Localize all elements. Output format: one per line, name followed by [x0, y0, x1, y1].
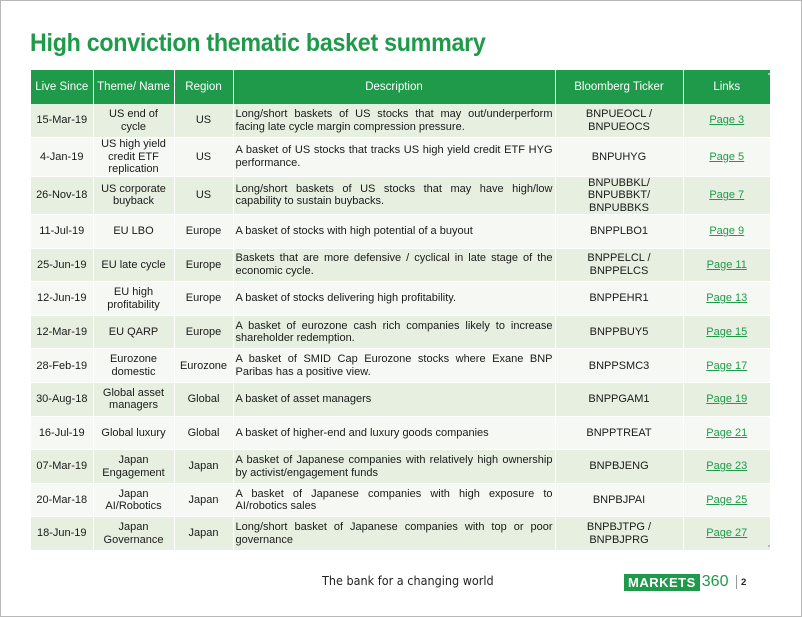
- page-link[interactable]: Page 15: [706, 325, 748, 338]
- page-link[interactable]: Page 13: [706, 292, 748, 305]
- decor-dot: [768, 73, 770, 75]
- cell-region: Eurozone: [174, 349, 233, 383]
- page-link[interactable]: Page 3: [709, 114, 745, 127]
- cell-theme: Japan Governance: [93, 517, 174, 551]
- table-row: [31, 450, 770, 484]
- cell-live-since: 4-Jan-19: [31, 138, 93, 177]
- cell-link: [683, 138, 770, 177]
- page-link[interactable]: Page 11: [706, 258, 747, 271]
- cell-description: A basket of higher-end and luxury goods companies: [233, 416, 555, 450]
- cell-ticker: BNPPELCL / BNPPELCS: [555, 248, 683, 282]
- table-row: [31, 315, 770, 349]
- cell-live-since: 12-Mar-19: [31, 315, 93, 349]
- cell-theme: Global asset managers: [93, 383, 174, 417]
- table-row: [31, 248, 770, 282]
- cell-ticker: BNPBJENG: [555, 450, 683, 484]
- column-header-region: Region: [174, 70, 233, 104]
- cell-region: Europe: [174, 315, 233, 349]
- page-link[interactable]: Page 7: [709, 189, 745, 202]
- cell-live-since: 07-Mar-19: [31, 450, 93, 484]
- page-link[interactable]: Page 9: [709, 225, 745, 238]
- page-link[interactable]: Page 27: [706, 527, 748, 540]
- cell-description: A basket of Japanese companies with relatively high ownership by activist/engagement funds: [233, 450, 555, 484]
- cell-region: Europe: [174, 215, 233, 249]
- cell-link: [683, 416, 770, 450]
- cell-region: Europe: [174, 282, 233, 316]
- table-row: [31, 138, 770, 177]
- cell-link: [683, 349, 770, 383]
- cell-theme: EU QARP: [93, 315, 174, 349]
- table-row: [31, 383, 770, 417]
- page-link[interactable]: Page 5: [709, 150, 745, 163]
- cell-region: Japan: [174, 450, 233, 484]
- cell-ticker: BNPUHYG: [555, 138, 683, 177]
- cell-link: [683, 483, 770, 517]
- page-link[interactable]: Page 21: [706, 426, 748, 439]
- cell-ticker: BNPBJTPG / BNPBJPRG: [555, 517, 683, 551]
- cell-live-since: 26-Nov-18: [31, 176, 93, 215]
- cell-ticker: BNPUBBKL/ BNPUBBKT/ BNPUBBKS: [555, 176, 683, 215]
- page-link[interactable]: Page 25: [706, 493, 748, 506]
- logo-word: MARKETS: [624, 574, 700, 591]
- cell-region: Global: [174, 383, 233, 417]
- cell-region: Global: [174, 416, 233, 450]
- cell-live-since: 16-Jul-19: [31, 416, 93, 450]
- cell-description: A basket of stocks delivering high profitability.: [233, 282, 555, 316]
- cell-link: [683, 315, 770, 349]
- page-title: High conviction thematic basket summary: [30, 29, 486, 57]
- cell-description: Long/short baskets of US stocks that may out/underperform facing late cycle margin compression pressure.: [233, 104, 555, 138]
- cell-theme: EU late cycle: [93, 248, 174, 282]
- cell-link: [683, 282, 770, 316]
- column-header-links: Links: [683, 70, 770, 104]
- cell-region: US: [174, 138, 233, 177]
- cell-theme: US end of cycle: [93, 104, 174, 138]
- basket-summary-table-wrap: [31, 70, 770, 551]
- cell-description: Long/short baskets of US stocks that may have high/low capability to sustain buybacks.: [233, 176, 555, 215]
- cell-link: [683, 176, 770, 215]
- logo-number: 360: [701, 573, 729, 590]
- cell-description: A basket of US stocks that tracks US high yield credit ETF HYG performance.: [233, 138, 555, 177]
- cell-theme: Japan Engagement: [93, 450, 174, 484]
- table-row: [31, 483, 770, 517]
- cell-description: Long/short basket of Japanese companies with top or poor governance: [233, 517, 555, 551]
- table-row: [31, 282, 770, 316]
- cell-region: Europe: [174, 248, 233, 282]
- cell-ticker: BNPPSMC3: [555, 349, 683, 383]
- footer-tagline: The bank for a changing world: [322, 573, 494, 588]
- cell-live-since: 25-Jun-19: [31, 248, 93, 282]
- table-row: [31, 517, 770, 551]
- column-header-description: Description: [233, 70, 555, 104]
- cell-theme: EU high profitability: [93, 282, 174, 316]
- page-number: 2: [741, 577, 747, 588]
- column-header-theme: Theme/ Name: [93, 70, 174, 104]
- cell-link: [683, 450, 770, 484]
- cell-theme: Japan AI/Robotics: [93, 483, 174, 517]
- markets360-logo: [624, 572, 737, 592]
- cell-link: [683, 517, 770, 551]
- cell-description: A basket of SMID Cap Eurozone stocks where Exane BNP Paribas has a positive view.: [233, 349, 555, 383]
- cell-ticker: BNPUEOCL / BNPUEOCS: [555, 104, 683, 138]
- basket-summary-table: [31, 70, 770, 551]
- column-header-live-since: Live Since: [31, 70, 93, 104]
- cell-description: A basket of eurozone cash rich companies likely to increase shareholder redemption.: [233, 315, 555, 349]
- cell-theme: EU LBO: [93, 215, 174, 249]
- cell-live-since: 11-Jul-19: [31, 215, 93, 249]
- cell-description: A basket of stocks with high potential of a buyout: [233, 215, 555, 249]
- cell-live-since: 12-Jun-19: [31, 282, 93, 316]
- cell-theme: US high yield credit ETF replication: [93, 138, 174, 177]
- cell-description: A basket of Japanese companies with high exposure to AI/robotics sales: [233, 483, 555, 517]
- cell-live-since: 20-Mar-18: [31, 483, 93, 517]
- cell-region: US: [174, 176, 233, 215]
- table-row: [31, 215, 770, 249]
- table-row: [31, 349, 770, 383]
- table-row: [31, 416, 770, 450]
- table-row: [31, 104, 770, 138]
- cell-link: [683, 383, 770, 417]
- column-header-ticker: Bloomberg Ticker: [555, 70, 683, 104]
- cell-region: Japan: [174, 517, 233, 551]
- page-link[interactable]: Page 17: [706, 359, 748, 372]
- table-header-row: [31, 70, 770, 104]
- cell-theme: US corporate buyback: [93, 176, 174, 215]
- page-link[interactable]: Page 19: [706, 393, 748, 406]
- cell-link: [683, 104, 770, 138]
- cell-ticker: BNPPLBO1: [555, 215, 683, 249]
- table-row: [31, 176, 770, 215]
- page-link[interactable]: Page 23: [706, 460, 748, 473]
- cell-theme: Eurozone domestic: [93, 349, 174, 383]
- cell-live-since: 28-Feb-19: [31, 349, 93, 383]
- logo-divider: [736, 575, 737, 589]
- cell-ticker: BNPBJPAI: [555, 483, 683, 517]
- decor-dot: [768, 545, 770, 547]
- cell-description: Baskets that are more defensive / cyclical in late stage of the economic cycle.: [233, 248, 555, 282]
- cell-ticker: BNPPBUY5: [555, 315, 683, 349]
- cell-live-since: 30-Aug-18: [31, 383, 93, 417]
- cell-ticker: BNPPEHR1: [555, 282, 683, 316]
- cell-live-since: 15-Mar-19: [31, 104, 93, 138]
- cell-live-since: 18-Jun-19: [31, 517, 93, 551]
- cell-ticker: BNPPTREAT: [555, 416, 683, 450]
- cell-link: [683, 248, 770, 282]
- cell-ticker: BNPPGAM1: [555, 383, 683, 417]
- cell-link: [683, 215, 770, 249]
- cell-region: US: [174, 104, 233, 138]
- cell-region: Japan: [174, 483, 233, 517]
- cell-theme: Global luxury: [93, 416, 174, 450]
- cell-description: A basket of asset managers: [233, 383, 555, 417]
